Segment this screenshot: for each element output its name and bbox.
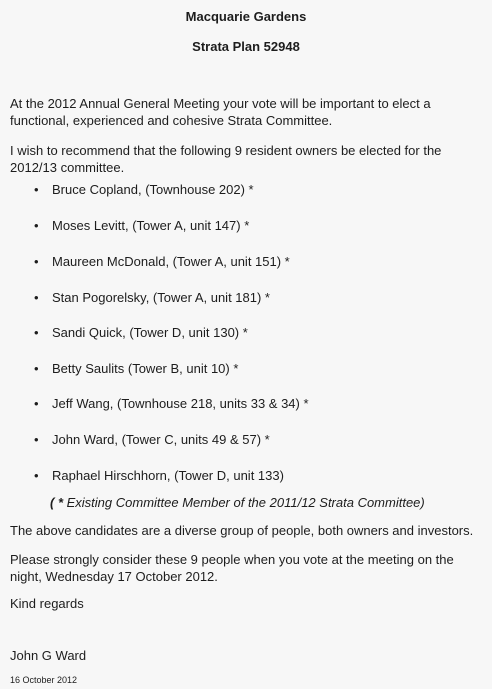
bullet-icon: • [34, 468, 39, 483]
candidate-name: Bruce Copland, (Townhouse 202) * [52, 182, 254, 197]
bullet-icon: • [34, 432, 39, 447]
bullet-icon: • [34, 361, 39, 376]
committee-footnote [50, 495, 425, 510]
vote-request-paragraph: Please strongly consider these 9 people when you vote at the meeting on the night, Wednesday 17 October 2012. [10, 552, 454, 584]
strata-plan-subtitle: Strata Plan 52948 [192, 39, 300, 54]
bullet-icon: • [34, 218, 39, 233]
bullet-icon: • [34, 396, 39, 411]
bullet-icon: • [34, 182, 39, 197]
intro-paragraph: At the 2012 Annual General Meeting your vote will be important to elect a functional, experienced and cohesive Strata Committee. [10, 96, 431, 128]
letter-date: 16 October 2012 [10, 675, 78, 685]
candidate-name: Stan Pogorelsky, (Tower A, unit 181) * [52, 290, 270, 305]
candidate-name: Maureen McDonald, (Tower A, unit 151) * [52, 254, 290, 269]
candidate-name: John Ward, (Tower C, units 49 & 57) * [52, 432, 270, 447]
candidate-name: Jeff Wang, (Townhouse 218, units 33 & 34) * [52, 396, 309, 411]
letter-title: Macquarie Gardens [185, 9, 307, 24]
candidate-name: Betty Saulits (Tower B, unit 10) * [52, 361, 239, 376]
signer-name: John G Ward [10, 648, 87, 663]
bullet-icon: • [34, 254, 39, 269]
candidate-name: Sandi Quick, (Tower D, unit 130) * [52, 325, 248, 340]
closing-line: Kind regards [10, 596, 84, 611]
recommendation-paragraph: I wish to recommend that the following 9 resident owners be elected for the 2012/13 committee. [10, 143, 442, 175]
candidate-name: Raphael Hirschhorn, (Tower D, unit 133) [52, 468, 284, 483]
candidate-name: Moses Levitt, (Tower A, unit 147) * [52, 218, 250, 233]
bullet-icon: • [34, 290, 39, 305]
footnote-text: Existing Committee Member of the 2011/12 Strata Committee) [63, 495, 425, 510]
diversity-paragraph: The above candidates are a diverse group of people, both owners and investors. [10, 523, 474, 538]
footnote-asterisk: ( * [50, 495, 63, 510]
bullet-icon: • [34, 325, 39, 340]
